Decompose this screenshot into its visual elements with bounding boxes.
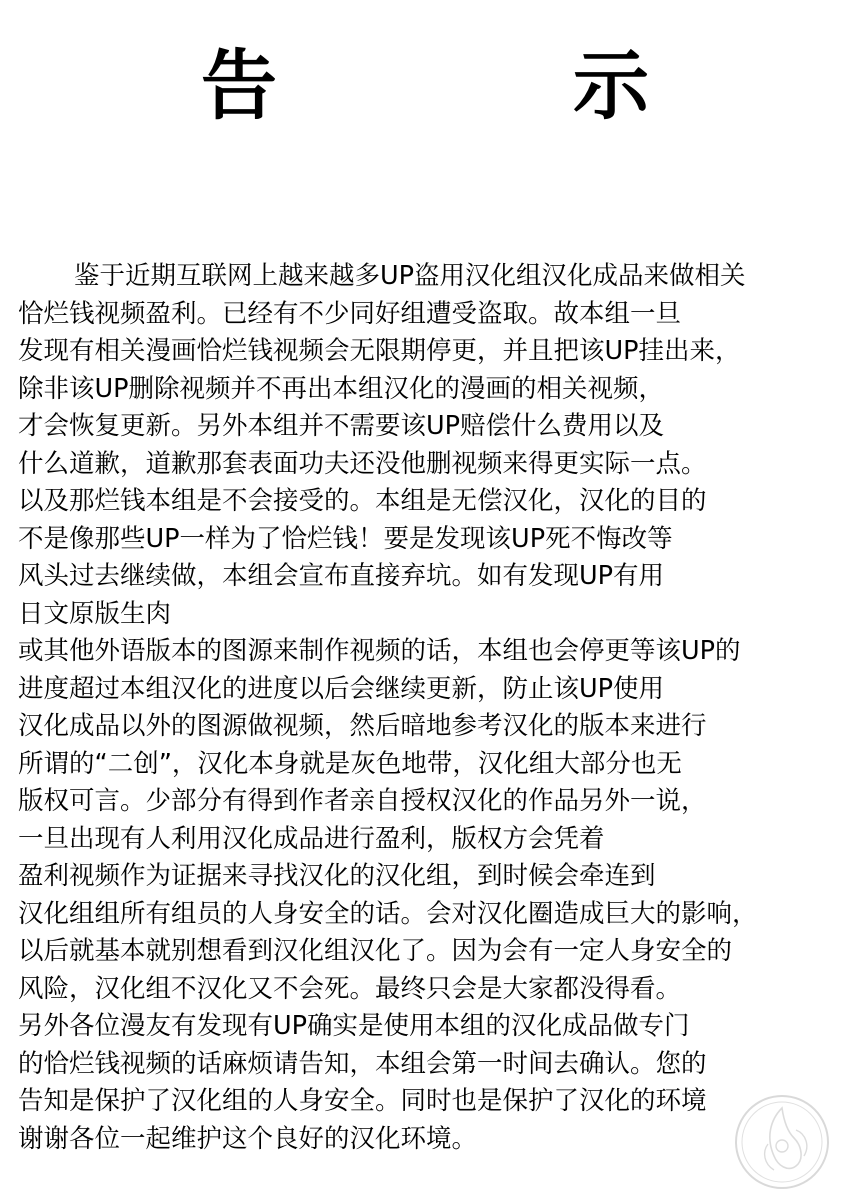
body-line: 风头过去继续做，本组会宣布直接弃坑。如有发现UP有用 bbox=[18, 561, 665, 591]
body-line: 以及那烂钱本组是不会接受的。本组是无偿汉化，汉化的目的 bbox=[18, 486, 707, 516]
page-title: 告 示 bbox=[201, 41, 697, 130]
body-line: 盈利视频作为证据来寻找汉化的汉化组，到时候会牵连到 bbox=[18, 861, 656, 891]
body-line: 一旦出现有人利用汉化成品进行盈利，版权方会凭着 bbox=[18, 823, 605, 854]
body-line: 汉化组组所有组员的人身安全的话。会对汉化圈造成巨大的影响， bbox=[18, 898, 758, 929]
body-line: 以后就基本就别想看到汉化组汉化了。因为会有一定人身安全的 bbox=[18, 936, 733, 966]
body-line: 或其他外语版本的图源来制作视频的话，本组也会停更等该UP的 bbox=[18, 636, 741, 666]
body-line: 除非该UP删除视频并不再出本组汉化的漫画的相关视频， bbox=[18, 373, 665, 404]
body-line: 什么道歉，道歉那套表面功夫还没他删视频来得更实际一点。 bbox=[18, 448, 707, 479]
body-line: 版权可言。少部分有得到作者亲自授权汉化的作品另外一说， bbox=[18, 786, 707, 816]
body-line: 谢谢各位一起维护这个良好的汉化环境。 bbox=[18, 1123, 478, 1154]
body-line: 日文原版生肉 bbox=[18, 598, 172, 629]
body-line: 才会恢复更新。另外本组并不需要该UP赔偿什么费用以及 bbox=[18, 411, 665, 441]
body-line: 所谓的“二创”，汉化本身就是灰色地带，汉化组大部分也无 bbox=[18, 748, 682, 779]
body-line: 不是像那些UP一样为了恰烂钱！要是发现该UP死不悔改等 bbox=[18, 523, 673, 554]
body-line: 告知是保护了汉化组的人身安全。同时也是保护了汉化的环境 bbox=[18, 1086, 707, 1116]
body-line: 风险，汉化组不汉化又不会死。最终只会是大家都没得看。 bbox=[18, 973, 682, 1004]
body-line: 恰烂钱视频盈利。已经有不少同好组遭受盗取。故本组一旦 bbox=[18, 298, 682, 329]
body-line: 进度超过本组汉化的进度以后会继续更新，防止该UP使用 bbox=[18, 673, 665, 704]
body-line: 汉化成品以外的图源做视频，然后暗地参考汉化的版本来进行 bbox=[18, 711, 707, 741]
body-line: 发现有相关漫画恰烂钱视频会无限期停更，并且把该UP挂出来， bbox=[18, 336, 741, 366]
body-line: 鉴于近期互联网上越来越多UP盗用汉化组汉化成品来做相关 bbox=[74, 261, 746, 291]
body-line: 另外各位漫友有发现有UP确实是使用本组的汉化成品做专门 bbox=[18, 1011, 690, 1041]
notice-body bbox=[18, 258, 836, 1158]
body-line: 的恰烂钱视频的话麻烦请告知，本组会第一时间去确认。您的 bbox=[18, 1048, 707, 1079]
